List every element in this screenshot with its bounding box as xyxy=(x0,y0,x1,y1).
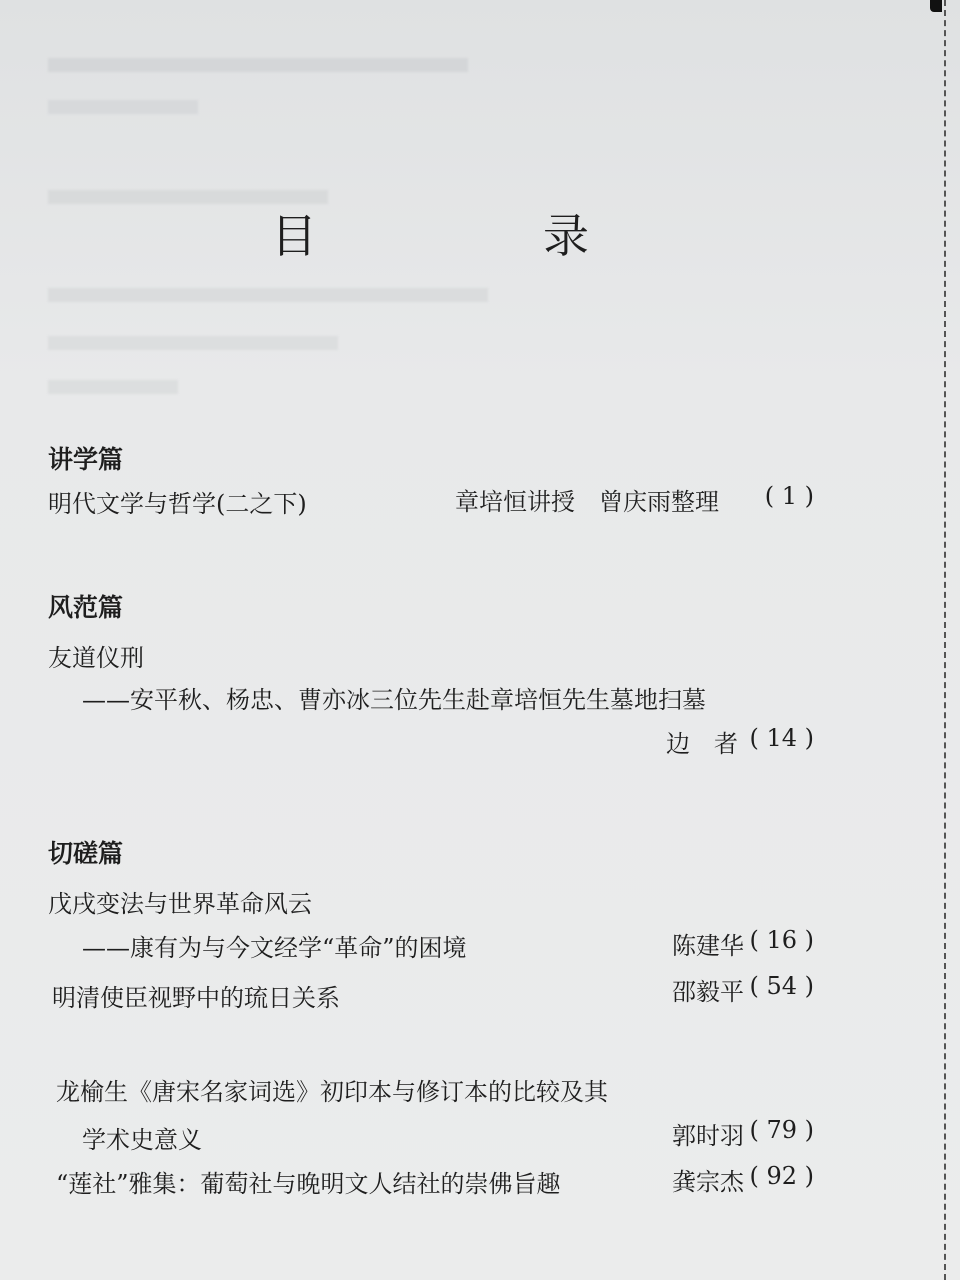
entry-title: 戊戌变法与世界革命风云 xyxy=(48,890,312,918)
page-corner xyxy=(930,0,942,12)
entry-author: 陈建华 xyxy=(672,932,744,960)
entry-title: 明代文学与哲学(二之下) xyxy=(48,490,307,518)
entry-page: ( 1 ) xyxy=(764,482,814,510)
entry-page: ( 92 ) xyxy=(749,1162,814,1190)
entry-title: “莲社”雅集：葡萄社与晚明文人结社的崇佛旨趣 xyxy=(56,1170,561,1198)
toc-title: 目 录 xyxy=(271,209,679,263)
section-heading: 切磋篇 xyxy=(48,839,124,868)
entry-title: 龙榆生《唐宋名家词选》初印本与修订本的比较及其 xyxy=(56,1078,608,1106)
bleed-through xyxy=(48,58,468,72)
entry-author: 章培恒讲授 曾庆雨整理 xyxy=(455,488,719,516)
bleed-through xyxy=(48,100,198,114)
page-edge xyxy=(944,0,946,1280)
section-heading: 风范篇 xyxy=(48,593,124,622)
bleed-through xyxy=(48,288,488,302)
entry-title-continued: 学术史意义 xyxy=(82,1126,202,1154)
bleed-through xyxy=(48,380,178,394)
entry-page: ( 54 ) xyxy=(749,972,814,1000)
entry-author: 郭时羽 xyxy=(672,1122,744,1150)
entry-author: 龚宗杰 xyxy=(672,1168,744,1196)
entry-title: 友道仪刑 xyxy=(48,644,144,672)
entry-page: ( 16 ) xyxy=(749,926,814,954)
entry-title: 明清使臣视野中的琉日关系 xyxy=(52,984,340,1012)
section-heading: 讲学篇 xyxy=(48,445,124,474)
entry-subtitle: ——康有为与今文经学“革命”的困境 xyxy=(82,934,467,962)
entry-author: 边 者 xyxy=(666,730,738,758)
entry-subtitle: ——安平秋、杨忠、曹亦冰三位先生赴章培恒先生墓地扫墓 xyxy=(82,686,706,714)
entry-author: 邵毅平 xyxy=(672,978,744,1006)
entry-page: ( 14 ) xyxy=(749,724,814,752)
entry-page: ( 79 ) xyxy=(749,1116,814,1144)
bleed-through xyxy=(48,336,338,350)
